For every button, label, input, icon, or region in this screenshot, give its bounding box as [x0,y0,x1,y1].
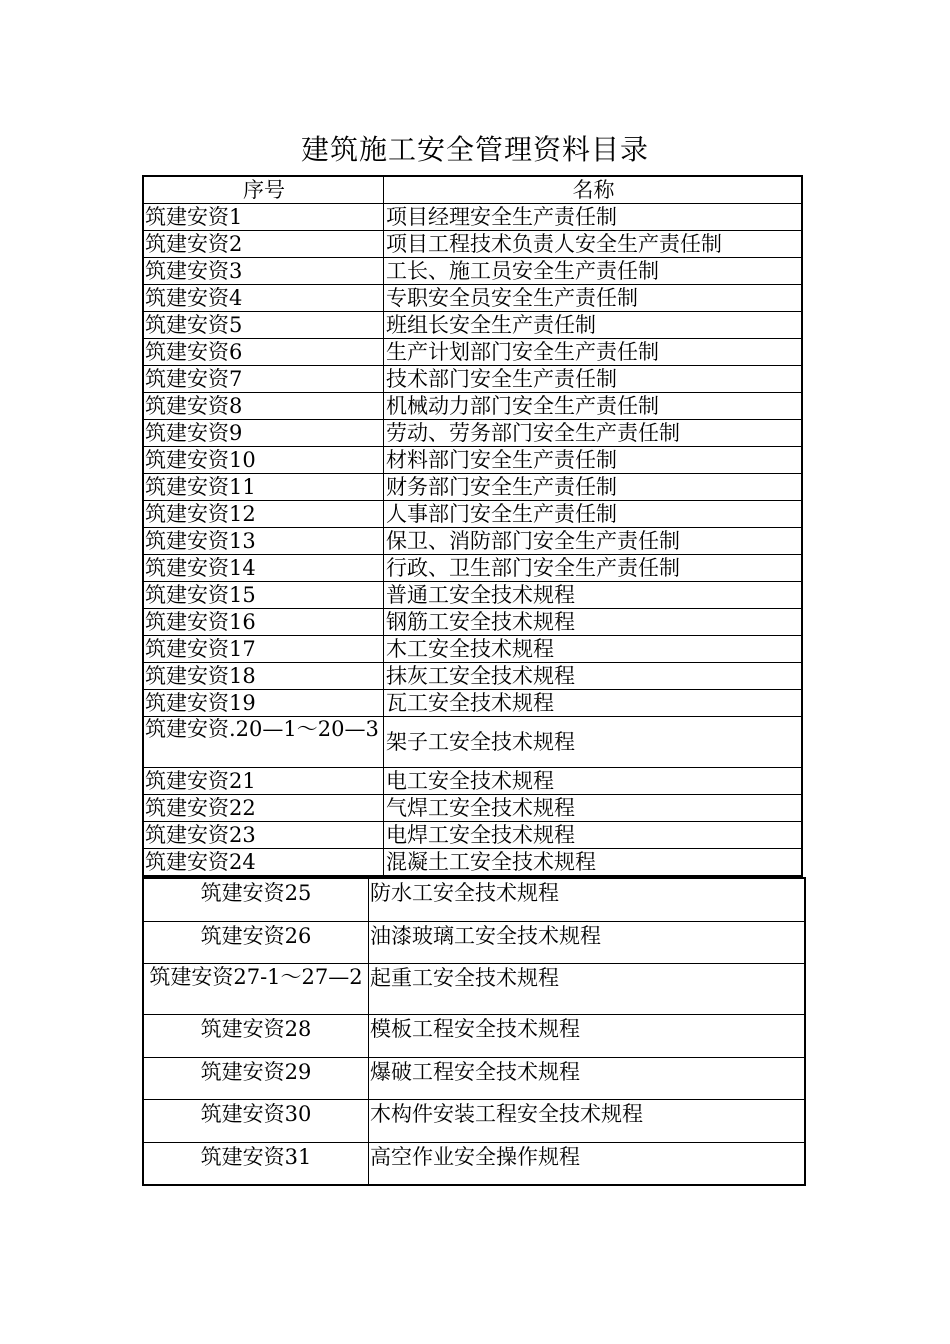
serial-cell: 筑建安资2 [143,231,384,258]
name-cell: 钢筋工安全技术规程 [384,609,803,636]
serial-cell: 筑建安资6 [143,339,384,366]
serial-cell: 筑建安资12 [143,501,384,528]
serial-cell: 筑建安资27-1～27—2 [143,964,369,1015]
name-cell: 油漆玻璃工安全技术规程 [369,921,806,964]
name-cell: 机械动力部门安全生产责任制 [384,393,803,420]
name-cell: 保卫、消防部门安全生产责任制 [384,528,803,555]
serial-cell: 筑建安资26 [143,921,369,964]
serial-cell: 筑建安资9 [143,420,384,447]
name-cell: 专职安全员安全生产责任制 [384,285,803,312]
name-cell: 木构件安装工程安全技术规程 [369,1100,806,1143]
table-row [143,447,802,474]
table-row [143,690,802,717]
serial-cell: 筑建安资28 [143,1015,369,1058]
table-row [143,795,802,822]
serial-cell: 筑建安资31 [143,1142,369,1185]
catalog-table-2-body [143,878,805,1185]
serial-cell: 筑建安资15 [143,582,384,609]
serial-cell: 筑建安资11 [143,474,384,501]
name-cell: 财务部门安全生产责任制 [384,474,803,501]
table-row [143,1057,805,1100]
name-cell: 材料部门安全生产责任制 [384,447,803,474]
name-cell: 技术部门安全生产责任制 [384,366,803,393]
table-row [143,528,802,555]
header-name: 名称 [384,176,803,204]
name-cell: 抹灰工安全技术规程 [384,663,803,690]
serial-cell: 筑建安资18 [143,663,384,690]
table-row [143,582,802,609]
table-row [143,964,805,1015]
serial-cell: 筑建安资4 [143,285,384,312]
table-row [143,285,802,312]
header-serial: 序号 [143,176,384,204]
table-row [143,1015,805,1058]
table-row [143,339,802,366]
serial-cell: 筑建安资14 [143,555,384,582]
name-cell: 工长、施工员安全生产责任制 [384,258,803,285]
table-row [143,636,802,663]
table-row [143,393,802,420]
table-row [143,231,802,258]
name-cell: 起重工安全技术规程 [369,964,806,1015]
name-cell: 模板工程安全技术规程 [369,1015,806,1058]
table-header-row [143,176,802,204]
table-row [143,849,802,877]
serial-cell: 筑建安资23 [143,822,384,849]
serial-cell: 筑建安资25 [143,878,369,921]
name-cell: 行政、卫生部门安全生产责任制 [384,555,803,582]
catalog-table-1-body [143,176,802,876]
name-cell: 电焊工安全技术规程 [384,822,803,849]
table-row [143,609,802,636]
name-cell: 防水工安全技术规程 [369,878,806,921]
table-row [143,366,802,393]
serial-cell: 筑建安资30 [143,1100,369,1143]
name-cell: 混凝土工安全技术规程 [384,849,803,877]
table-row [143,768,802,795]
serial-cell: 筑建安资22 [143,795,384,822]
serial-cell: 筑建安资3 [143,258,384,285]
serial-cell: 筑建安资5 [143,312,384,339]
name-cell: 电工安全技术规程 [384,768,803,795]
name-cell: 架子工安全技术规程 [384,717,803,768]
table-row [143,921,805,964]
name-cell: 劳动、劳务部门安全生产责任制 [384,420,803,447]
table-row [143,258,802,285]
table-row [143,1100,805,1143]
serial-cell: 筑建安资1 [143,204,384,231]
name-cell: 瓦工安全技术规程 [384,690,803,717]
name-cell: 项目工程技术负责人安全生产责任制 [384,231,803,258]
catalog-table-1 [142,175,803,877]
serial-cell: 筑建安资7 [143,366,384,393]
table-row [143,312,802,339]
name-cell: 普通工安全技术规程 [384,582,803,609]
serial-cell: 筑建安资10 [143,447,384,474]
serial-cell: 筑建安资24 [143,849,384,877]
serial-cell: 筑建安资16 [143,609,384,636]
serial-cell: 筑建安资29 [143,1057,369,1100]
table-row [143,420,802,447]
name-cell: 爆破工程安全技术规程 [369,1057,806,1100]
table-row [143,717,802,768]
serial-cell: 筑建安资19 [143,690,384,717]
table-row [143,822,802,849]
serial-cell: 筑建安资21 [143,768,384,795]
serial-cell: 筑建安资8 [143,393,384,420]
serial-cell: 筑建安资13 [143,528,384,555]
name-cell: 生产计划部门安全生产责任制 [384,339,803,366]
catalog-table-2 [142,877,806,1186]
name-cell: 人事部门安全生产责任制 [384,501,803,528]
table-row [143,663,802,690]
name-cell: 气焊工安全技术规程 [384,795,803,822]
table-row [143,555,802,582]
name-cell: 班组长安全生产责任制 [384,312,803,339]
name-cell: 高空作业安全操作规程 [369,1142,806,1185]
page-title: 建筑施工安全管理资料目录 [300,133,649,166]
table-row [143,474,802,501]
table-row [143,501,802,528]
name-cell: 项目经理安全生产责任制 [384,204,803,231]
name-cell: 木工安全技术规程 [384,636,803,663]
table-row [143,204,802,231]
table-row [143,1142,805,1185]
table-row [143,878,805,921]
serial-cell: 筑建安资.20—1～20—3 [143,717,384,768]
serial-cell: 筑建安资17 [143,636,384,663]
